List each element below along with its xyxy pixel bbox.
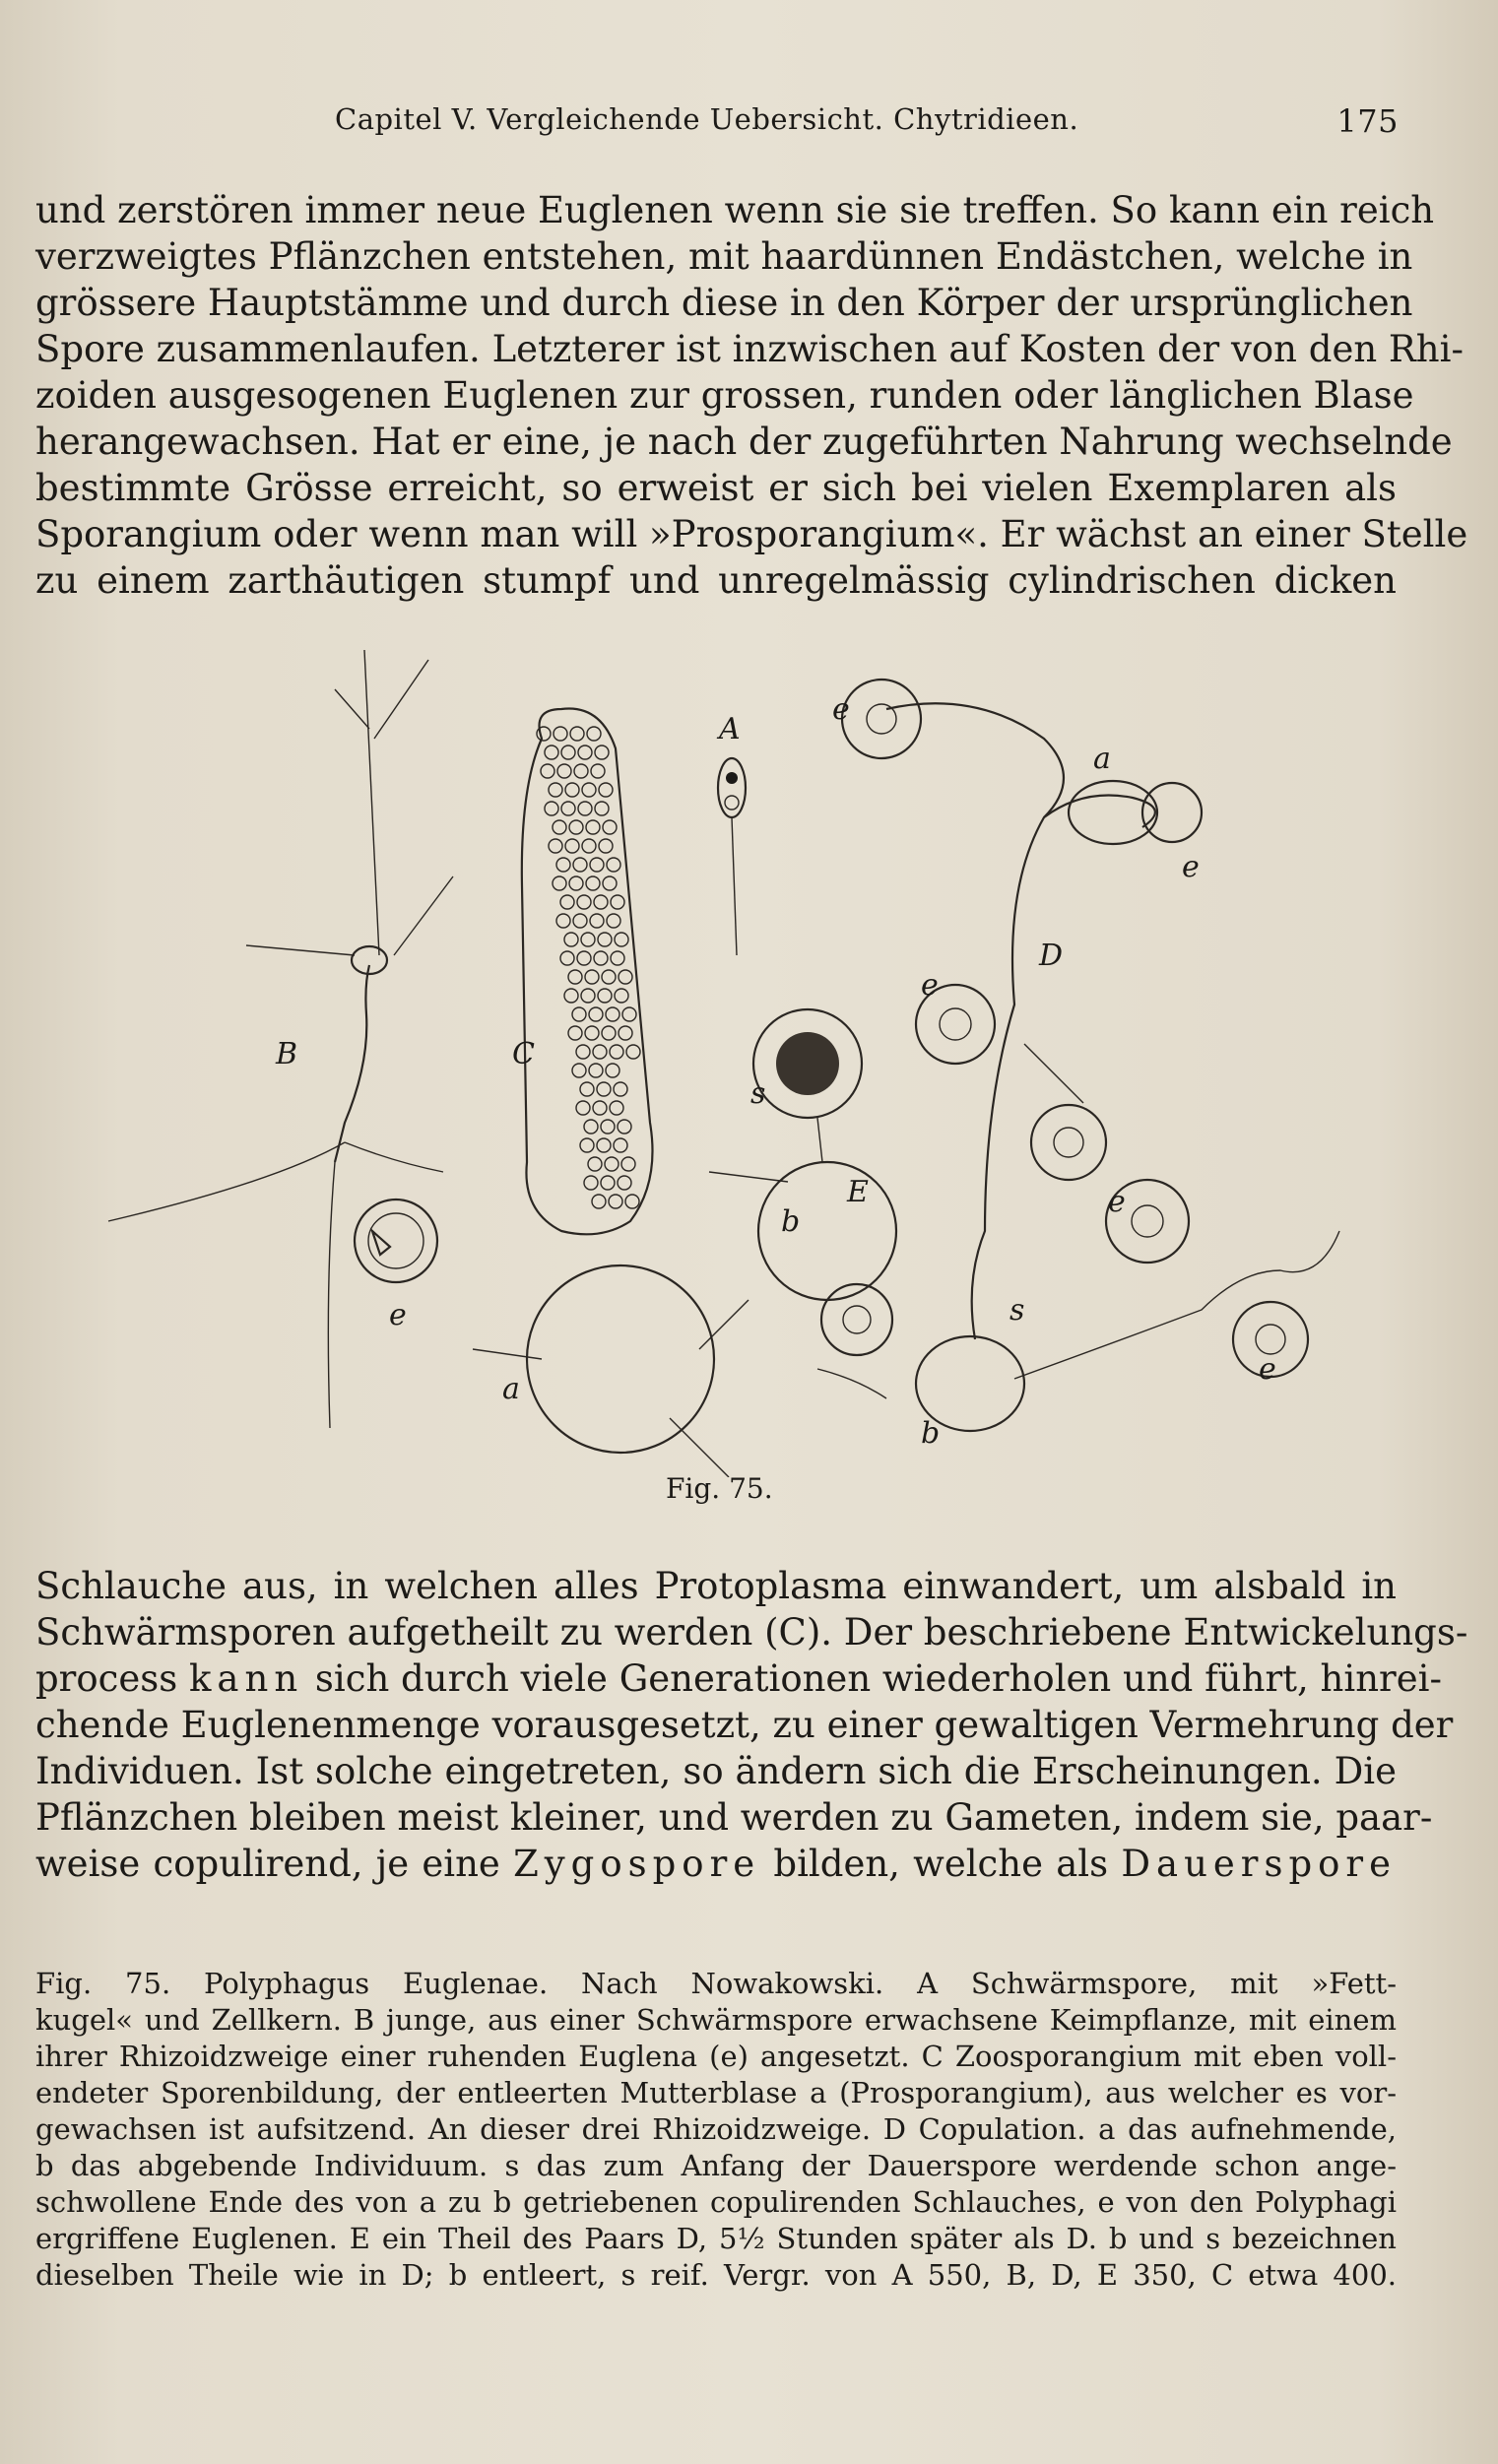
spore-cell (541, 764, 554, 778)
figure-letter-e-d1: e (832, 692, 850, 727)
spore-cell (605, 1157, 619, 1171)
spore-cell (576, 1045, 590, 1059)
caption-line: dieselben Theile wie in D; b entleert, s reif. Vergr. von A 550, B, D, E 350, C etwa 400. (35, 2258, 1397, 2292)
spore-cell (582, 839, 596, 853)
spore-cell (614, 1082, 627, 1096)
text-line: chende Euglenenmenge vorausgesetzt, zu einer gewaltigen Vermehrung der (35, 1704, 1454, 1746)
caption-line: Fig. 75. Polyphagus Euglenae. Nach Nowakowski. A Schwärmspore, mit »Fett- (35, 1967, 1397, 2000)
figure-letter-e-d5: e (1259, 1352, 1276, 1387)
text-line: herangewachsen. Hat er eine, je nach der zugeführten Nahrung wechselnde (35, 421, 1453, 463)
figure-label: Fig. 75. (666, 1472, 773, 1505)
spore-cell (603, 876, 617, 890)
spore-cell (578, 746, 592, 759)
spore-cell (625, 1195, 639, 1208)
spore-cell (626, 1045, 640, 1059)
text-fragment: process (35, 1657, 178, 1700)
spore-cell (586, 820, 600, 834)
caption-line: gewachsen ist aufsitzend. An dieser drei Rhizoidzweige. D Copulation. a das aufnehmende, (35, 2112, 1397, 2146)
figure-letter-d: D (1039, 939, 1064, 973)
spore-cell (577, 951, 591, 965)
spore-cell (586, 876, 600, 890)
page-number: 175 (1336, 102, 1399, 140)
figure-part-d (817, 680, 1339, 1431)
text-line (35, 1841, 1397, 1887)
spore-cell (561, 746, 575, 759)
spore-cell (565, 839, 579, 853)
spore-cell (589, 1064, 603, 1077)
spore-cell (585, 970, 599, 984)
spore-cell (592, 1195, 606, 1208)
chapter-title: Capitel V. Vergleichende Uebersicht. Chytridieen. (335, 102, 1079, 136)
figure-part-c (473, 709, 749, 1478)
figure-letter-e-upper: E (847, 1175, 869, 1209)
text-line (35, 1655, 1442, 1702)
text-line: zu einem zarthäutigen stumpf und unregelmässig cylindrischen dicken (35, 559, 1397, 602)
spaced-word: Zygospore (513, 1843, 761, 1885)
spore-cell (595, 802, 609, 815)
figure-letter-a-d: a (1093, 742, 1111, 776)
spore-cell (607, 858, 620, 872)
text-line: Individuen. Ist solche eingetreten, so ändern sich die Erscheinungen. Die (35, 1750, 1397, 1792)
spore-cell (580, 1138, 594, 1152)
spore-cell (564, 933, 578, 946)
spore-cell (572, 1064, 586, 1077)
spore-cell (611, 895, 624, 909)
spore-cell (601, 1176, 615, 1190)
spore-cell (602, 970, 616, 984)
spore-cell (593, 1045, 607, 1059)
figure-letter-a-c: a (502, 1372, 520, 1406)
spore-cell (557, 764, 571, 778)
spore-cell (584, 1120, 598, 1134)
caption-line: ergriffene Euglenen. E ein Theil des Paars D, 5½ Stunden später als D. b und s bezeichnen (35, 2222, 1397, 2255)
spore-cell (574, 764, 588, 778)
figure-part-a (718, 758, 746, 955)
spore-cell (590, 858, 604, 872)
spore-cell (537, 727, 551, 741)
spore-cell (553, 876, 566, 890)
spore-cell (614, 1138, 627, 1152)
text-line: Sporangium oder wenn man will »Prosporangium«. Er wächst an einer Stelle (35, 513, 1468, 555)
spore-cell (594, 895, 608, 909)
spore-cell (622, 1007, 636, 1021)
spore-cell (588, 1157, 602, 1171)
spore-cell (611, 951, 624, 965)
body-paragraph-bottom (35, 1563, 1468, 1887)
figure-letter-a-upper: A (719, 712, 741, 746)
spore-cell (589, 1007, 603, 1021)
spore-cell (569, 820, 583, 834)
figure-letter-e-d4: e (1108, 1185, 1126, 1219)
spore-cell (606, 1007, 619, 1021)
figure-letter-s-d: s (1010, 1293, 1025, 1328)
figure-letter-e-d3: e (921, 968, 939, 1003)
figure-letter-c: C (512, 1037, 535, 1071)
spore-cell (576, 1101, 590, 1115)
text-fragment: weise copulirend, je eine (35, 1843, 500, 1885)
spore-cell (580, 1082, 594, 1096)
spore-cell (565, 783, 579, 797)
figure-caption (35, 1966, 1397, 2294)
text-fragment: sich durch viele Generationen wiederholen und führt, hinrei- (314, 1657, 1442, 1700)
figure-letter-b-e: b (781, 1204, 801, 1239)
spore-cell (549, 839, 562, 853)
spore-cell (615, 933, 628, 946)
spore-cell (545, 802, 558, 815)
spore-cell (609, 1195, 622, 1208)
spore-cell (610, 1045, 623, 1059)
spore-cell (572, 1007, 586, 1021)
spore-cell (597, 1138, 611, 1152)
spore-cell (568, 1026, 582, 1040)
figure-part-e (709, 1009, 896, 1300)
body-paragraph-top (35, 187, 1468, 604)
spore-cell (593, 1101, 607, 1115)
caption-line: endeter Sporenbildung, der entleerten Mutterblase a (Prosporangium), aus welcher es vor- (35, 2076, 1397, 2109)
spore-cell (556, 858, 570, 872)
spore-cell (594, 951, 608, 965)
figure-letter-e-d2: e (1182, 850, 1200, 884)
caption-line: b das abgebende Individuum. s das zum Anfang der Dauerspore werdende schon ange- (35, 2149, 1397, 2182)
spore-cell (564, 989, 578, 1003)
spore-cell (573, 858, 587, 872)
text-line: Spore zusammenlaufen. Letzterer ist inzwischen auf Kosten der von den Rhi- (35, 328, 1464, 370)
spore-cell (549, 783, 562, 797)
spore-cell (599, 783, 613, 797)
spore-cell (607, 914, 620, 928)
text-line: verzweigtes Pflänzchen entstehen, mit haardünnen Endästchen, welche in (35, 235, 1413, 278)
text-line: zoiden ausgesogenen Euglenen zur grossen, runden oder länglichen Blase (35, 374, 1414, 417)
spore-cell (577, 895, 591, 909)
spore-cell (601, 1120, 615, 1134)
text-line: bestimmte Grösse erreicht, so erweist er sich bei vielen Exemplaren als (35, 467, 1397, 509)
text-line: Schlauche aus, in welchen alles Protoplasma einwandert, um alsbald in (35, 1565, 1397, 1607)
text-line: Pflänzchen bleiben meist kleiner, und werden zu Gameten, indem sie, paar- (35, 1796, 1433, 1839)
spore-cell (581, 989, 595, 1003)
figure-letter-s-e: s (750, 1076, 766, 1111)
spore-cell (591, 764, 605, 778)
caption-line: ihrer Rhizoidzweige einer ruhenden Euglena (e) angesetzt. C Zoosporangium mit eben voll- (35, 2040, 1397, 2073)
spore-cell (553, 820, 566, 834)
caption-line: kugel« und Zellkern. B junge, aus einer Schwärmspore erwachsene Keimpflanze, mit einem (35, 2003, 1397, 2037)
spore-cell (603, 820, 617, 834)
spore-cell (581, 933, 595, 946)
spore-cell (545, 746, 558, 759)
spore-cell (618, 1176, 631, 1190)
spore-cell (619, 970, 632, 984)
spore-cell (578, 802, 592, 815)
spore-cell (582, 783, 596, 797)
spore-cell (570, 727, 584, 741)
spore-cell (568, 970, 582, 984)
spaced-word: Dauerspore (1121, 1843, 1398, 1885)
spore-cell (619, 1026, 632, 1040)
spore-cell (585, 1026, 599, 1040)
spore-cell (618, 1120, 631, 1134)
spore-cell (595, 746, 609, 759)
text-fragment: bilden, welche als (773, 1843, 1109, 1885)
spore-cell (599, 839, 613, 853)
text-line: grössere Hauptstämme und durch diese in den Körper der ursprünglichen (35, 282, 1413, 324)
spore-cell (598, 933, 612, 946)
figure-letter-e-b: e (389, 1298, 407, 1332)
spore-cells (537, 727, 640, 1208)
caption-line: schwollene Ende des von a zu b getriebenen copulirenden Schlauches, e von den Polyphagi (35, 2185, 1397, 2219)
spore-cell (573, 914, 587, 928)
spore-cell (615, 989, 628, 1003)
spore-cell (590, 914, 604, 928)
text-line: Schwärmsporen aufgetheilt zu werden (C). Der beschriebene Entwickelungs- (35, 1611, 1468, 1653)
spore-cell (598, 989, 612, 1003)
spore-cell (602, 1026, 616, 1040)
text-line: und zerstören immer neue Euglenen wenn sie sie treffen. So kann ein reich (35, 189, 1435, 231)
spore-cell (597, 1082, 611, 1096)
spore-cell (556, 914, 570, 928)
figure-75-illustration (39, 591, 1458, 1477)
spore-cell (560, 895, 574, 909)
spore-cell (554, 727, 567, 741)
spaced-word: kann (189, 1657, 304, 1700)
figure-letter-b-d: b (921, 1416, 941, 1451)
spore-cell (584, 1176, 598, 1190)
spore-cell (587, 727, 601, 741)
figure-letter-b: B (276, 1037, 298, 1071)
spore-cell (569, 876, 583, 890)
spore-cell (606, 1064, 619, 1077)
spore-cell (621, 1157, 635, 1171)
spore-cell (560, 951, 574, 965)
spore-cell (610, 1101, 623, 1115)
spore-cell (561, 802, 575, 815)
